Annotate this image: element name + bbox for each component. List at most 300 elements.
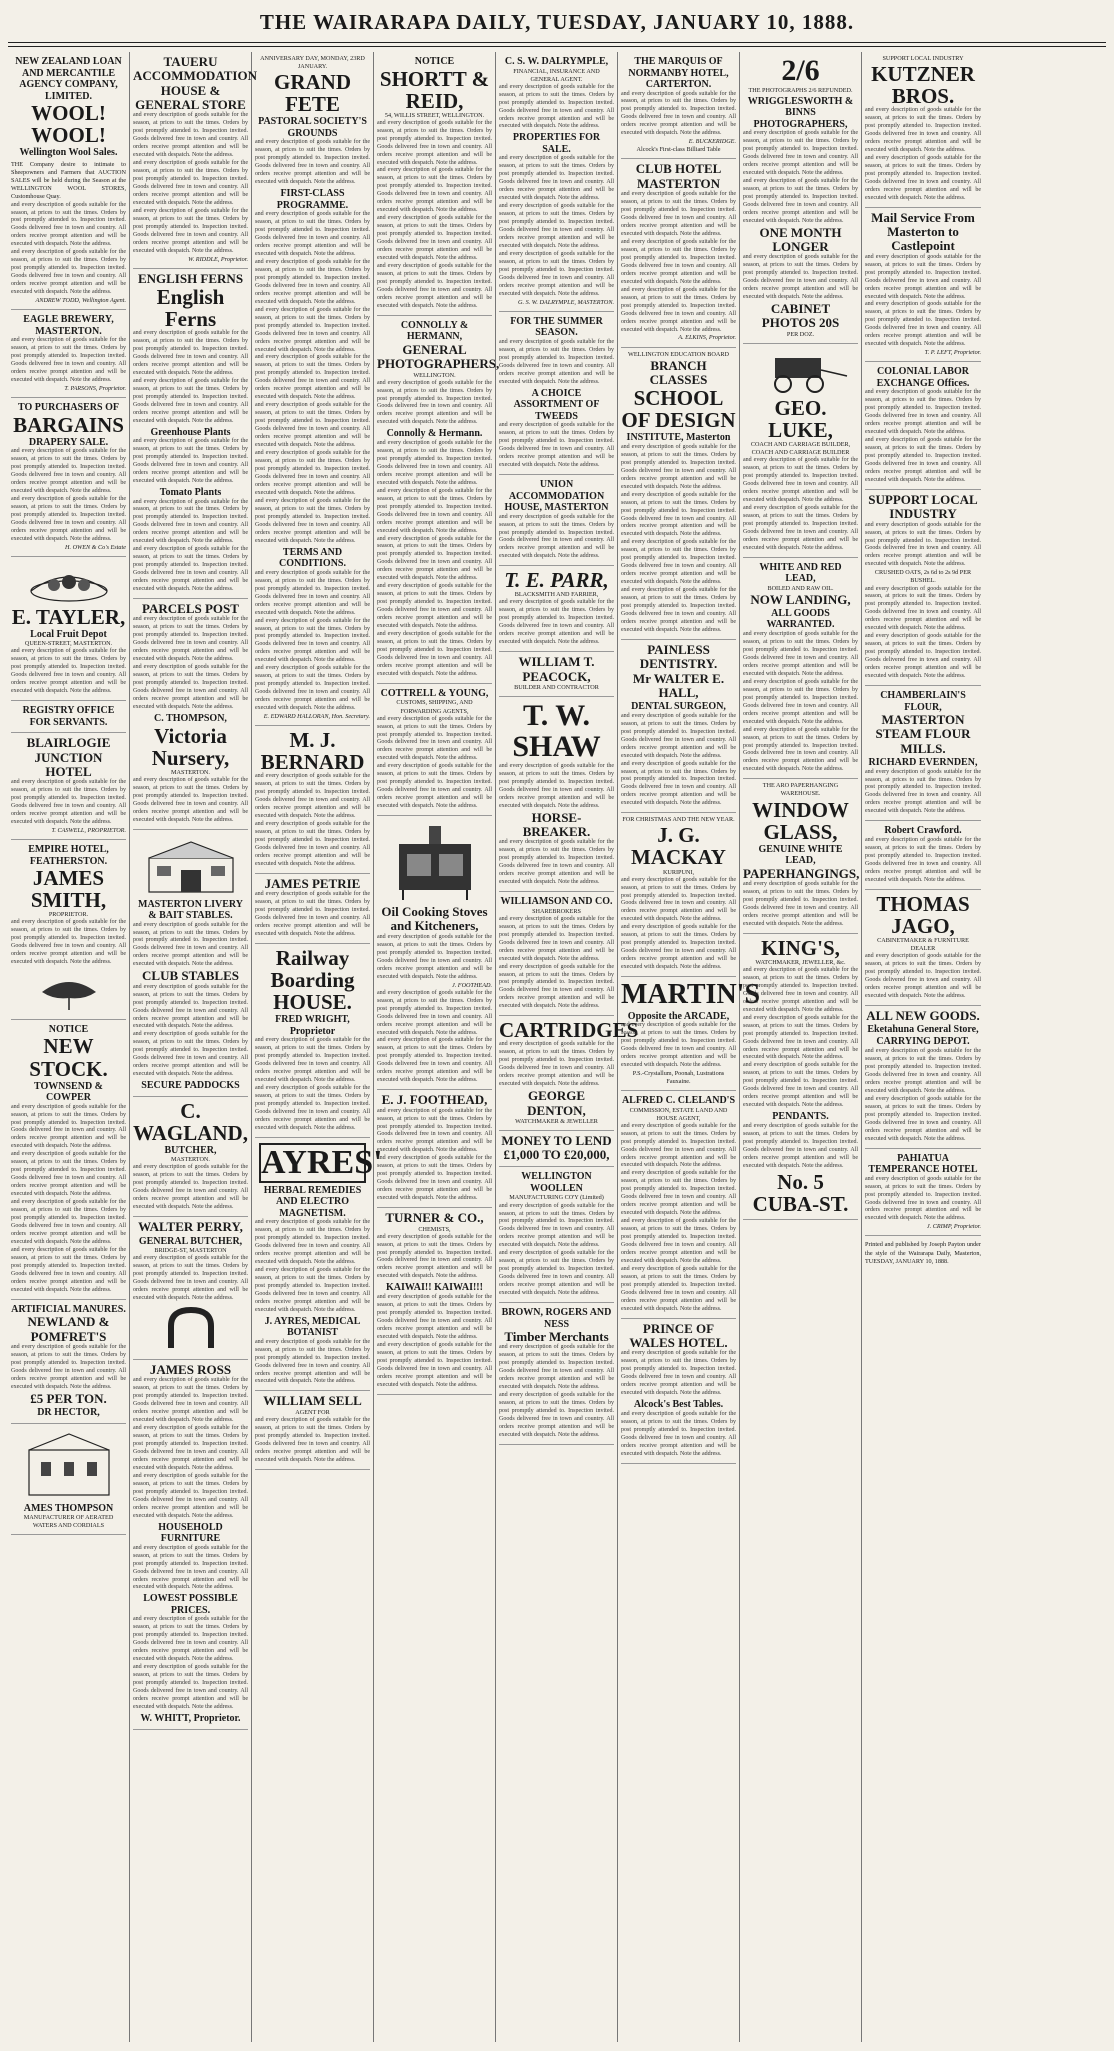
ad-filler: and every description of goods suitable for the season, at prices to suit the times. Orders by post promptly attended to. Inspection invited. Goods delivered free in town and country. All orders receive prompt attention and will be executed with despatch. Note the address. [255, 450, 370, 496]
ad-wrigglesworth-binns [743, 52, 858, 344]
ad-headline: KING'S, [761, 935, 840, 960]
ad-filler: and every description of goods suitable for the season, at prices to suit the times. Orders by post promptly attended to. Inspection invited. Goods delivered free in town and country. All orders receive prompt attention and will be executed with despatch. Note the address. [255, 258, 370, 305]
ad-headline: WINDOW GLASS, [752, 797, 849, 844]
ad-subheading: BLACKSMITH AND FARRIER, [514, 591, 599, 599]
ad-filler: and every description of goods suitable for the season, at prices to suit the times. Orders by post promptly attended to. Inspection invited. Goods delivered free in town and country. All orders receive prompt attention and will be executed with despatch. Note the address. [11, 201, 126, 248]
ad-subheading: A CHOICE ASSORTMENT OF TWEEDS [513, 387, 600, 422]
ad-filler: and every description of goods suitable for the season, at prices to suit the times. Orders by post promptly attended to. Inspection invited. Goods delivered free in town and country. All orders receive prompt attention and will be executed with despatch. Note the address. [11, 1247, 126, 1293]
ad-filler: and every description of goods suitable for the season, at prices to suit the times. Orders by post promptly attended to. Inspection invited. Goods delivered free in town and country. All orders receive prompt attention and will be executed with despatch. Note the address. [255, 1037, 370, 1084]
ad-heading: Mail Service From Masterton to Castlepoint [871, 209, 975, 254]
bottling-works-illustration [19, 1430, 119, 1500]
ad-heading: ONE MONTH LONGER [759, 224, 842, 254]
ad-filler: and every description of goods suitable for the season, at prices to suit the times. Orders by post promptly attended to. Inspection invited. Goods delivered free in town and country. All orders receive prompt attention and will be executed with despatch. Note the address. [621, 191, 736, 237]
ad-filler: and every description of goods suitable for the season, at prices to suit the times. Orders by post promptly attended to. Inspection invited. Goods delivered free in town and country. All orders receive prompt attention and will be executed with despatch. Note the address. [865, 154, 981, 201]
ad-heading: TO PURCHASERS OF [18, 402, 119, 414]
ad-filler: and every description of goods suitable for the season, at prices to suit the times. Orders by post promptly attended to. Inspection invited. Goods delivered free in town and country. All orders receive prompt attention and will be executed with despatch. Note the address. [133, 1664, 248, 1711]
ad-headline: Oil Cooking Stoves and Kitcheners, [381, 904, 488, 934]
ad-railway-boarding-house [255, 944, 370, 1138]
ad-cleland [621, 1091, 736, 1319]
ad-signature: G. S. W. DALRYMPLE, MASTERTON. [518, 298, 614, 306]
ad-subheading: FINANCIAL, INSURANCE AND GENERAL AGENT. [513, 67, 600, 83]
ad-filler: and every description of goods suitable for the season, at prices to suit the times. Orders by post promptly attended to. Inspection invited. Goods delivered free in town and country. All orders receive prompt attention and will be executed with despatch. Note the address. [255, 306, 370, 353]
carriage-illustration [751, 350, 851, 394]
cooking-stove-illustration [385, 822, 485, 902]
ad-townsend-cowper [11, 1020, 126, 1300]
ad-town: MASTERTON. [171, 768, 210, 776]
ad-filler: and every description of goods suitable for the season, at prices to suit the times. Orders by post promptly attended to. Inspection invited. Goods delivered free in town and country. All orders receive prompt attention and will be executed with despatch. Note the address. [133, 377, 248, 424]
ad-filler: and every description of goods suitable for the season, at prices to suit the times. Orders by post promptly attended to. Inspection invited. Goods delivered free in town and country. All orders receive prompt attention and will be executed with despatch. Note the address. [499, 83, 614, 130]
ad-filler: and every description of goods suitable for the season, at prices to suit the times. Orders by post promptly attended to. Inspection invited. Goods delivered free in town and country. All orders receive prompt attention and will be executed with despatch. Note the address. [377, 439, 492, 486]
ad-filler: and every description of goods suitable for the season, at prices to suit the times. Orders by post promptly attended to. Inspection invited. Goods delivered free in town and country. All orders receive prompt attention and will be executed with despatch. Note the address. [255, 1416, 370, 1463]
ad-filler: and every description of goods suitable for the season, at prices to suit the times. Orders by post promptly attended to. Inspection invited. Goods delivered free in town and country. All orders receive prompt attention and will be executed with despatch. Note the address. [133, 546, 248, 593]
ad-filler: and every description of goods suitable for the season, at prices to suit the times. Orders by post promptly attended to. Inspection invited. Goods delivered free in town and country. All orders receive prompt attention and will be executed with despatch. Note the address. [743, 177, 858, 224]
ad-subheading: Connolly & Hermann. [386, 428, 483, 440]
ad-subheading: CHAMBERLAIN'S FLOUR, [880, 690, 966, 713]
ad-parr-blacksmith [499, 566, 614, 652]
ad-filler: and every description of goods suitable for the season, at prices to suit the times. Orders by post promptly attended to. Inspection invited. Goods delivered free in town and country. All orders receive prompt attention and will be executed with despatch. Note the address. [499, 155, 614, 202]
ad-filler: and every description of goods suitable for the season, at prices to suit the times. Orders by post promptly attended to. Inspection invited. Goods delivered free in town and country. All orders receive prompt attention and will be executed with despatch. Note the address. [499, 762, 614, 809]
ad-headline: GEO. LUKE, [768, 395, 833, 442]
ad-headline: E. TAYLER, [11, 604, 126, 629]
ad-filler: and every description of goods suitable for the season, at prices to suit the times. Orders by post promptly attended to. Inspection invited. Goods delivered free in town and country. All orders receive prompt attention and will be executed with despatch. Note the address. [255, 569, 370, 616]
ad-connolly-hermann [377, 316, 500, 684]
ad-victoria-nursery [133, 599, 248, 829]
ad-signature: J. CRIMP, Proprietor. [926, 1223, 981, 1231]
ad-filler: and every description of goods suitable for the season, at prices to suit the times. Orders by post promptly attended to. Inspection invited. Goods delivered free in town and country. All orders receive prompt attention and will be executed with despatch. Note the address. [377, 631, 492, 677]
column-7 [740, 52, 862, 2042]
ad-filler: and every description of goods suitable for the season, at prices to suit the times. Orders by post promptly attended to. Inspection invited. Goods delivered free in town and country. All orders receive prompt attention and will be executed with despatch. Note the address. [743, 1122, 858, 1169]
ad-shaw-horsebreaker [499, 697, 614, 892]
ad-subheading: DR HECTOR, [37, 1407, 100, 1419]
ad-blairlogie-hotel [11, 733, 126, 840]
ad-headline: NOW LANDING, [750, 591, 851, 607]
ad-subheading: AGENT FOR [295, 1408, 330, 1416]
ad-title: MASTERTON LIVERY & BAIT STABLES. [138, 898, 243, 922]
ad-subheading: LOWEST POSSIBLE PRICES. [143, 1593, 238, 1616]
ad-filler: and every description of goods suitable for the season, at prices to suit the times. Orders by post promptly attended to. Inspection invited. Goods delivered free in town and country. All orders receive prompt attention and will be executed with despatch. Note the address. [11, 495, 126, 542]
ad-support-local-industry [865, 490, 981, 686]
ad-white-lead [743, 558, 858, 780]
ad-title: ARTIFICIAL MANURES. [11, 1303, 126, 1315]
ad-filler: and every description of goods suitable for the season, at prices to suit the times. Orders by post promptly attended to. Inspection invited. Goods delivered free in town and country. All orders receive prompt attention and will be executed with despatch. Note the address. [11, 448, 126, 494]
ad-kutzner-bros [865, 52, 981, 208]
ad-subheading: Opposite the ARCADE, [627, 1010, 730, 1022]
ad-filler: and every description of goods suitable for the season, at prices to suit the times. Orders by post promptly attended to. Inspection invited. Goods delivered free in town and country. All orders receive prompt attention and will be executed with despatch. Note the address. [255, 617, 370, 664]
ad-heading: JAMES PETRIE [264, 875, 361, 891]
ad-filler: and every description of goods suitable for the season, at prices to suit the times. Orders by post promptly attended to. Inspection invited. Goods delivered free in town and country. All orders receive prompt attention and will be executed with despatch. Note the address. [133, 1425, 248, 1471]
ad-filler: and every description of goods suitable for the season, at prices to suit the times. Orders by post promptly attended to. Inspection invited. Goods delivered free in town and country. All orders receive prompt attention and will be executed with despatch. Note the address. [743, 254, 858, 301]
ad-filler: and every description of goods suitable for the season, at prices to suit the times. Orders by post promptly attended to. Inspection invited. Goods delivered free in town and country. All orders receive prompt attention and will be executed with despatch. Note the address. [621, 924, 736, 971]
ad-subheading: PAPERHANGINGS, [743, 865, 860, 881]
ad-heading: CLUB STABLES [142, 968, 239, 984]
ad-subheading: TERMS AND CONDITIONS. [279, 546, 346, 570]
ad-headline: NEW STOCK. [29, 1034, 108, 1081]
ad-william-sell [255, 1391, 370, 1469]
ad-subheading: GENERAL BUTCHER, [138, 1235, 243, 1247]
ad-filler: and every description of goods suitable for the season, at prices to suit the times. Orders by post promptly attended to. Inspection invited. Goods delivered free in town and country. All orders receive prompt attention and will be executed with despatch. Note the address. [621, 286, 736, 333]
ad-filler: and every description of goods suitable for the season, at prices to suit the times. Orders by post promptly attended to. Inspection invited. Goods delivered free in town and country. All orders receive prompt attention and will be executed with despatch. Note the address. [11, 1343, 126, 1390]
ad-filler: and every description of goods suitable for the season, at prices to suit the times. Orders by post promptly attended to. Inspection invited. Goods delivered free in town and country. All orders receive prompt attention and will be executed with despatch. Note the address. [255, 354, 370, 401]
ad-filler: and every description of goods suitable for the season, at prices to suit the times. Orders by post promptly attended to. Inspection invited. Goods delivered free in town and country. All orders receive prompt attention and will be executed with despatch. Note the address. [499, 422, 614, 469]
ad-signature: T. P. LEFT, Proprietor. [924, 349, 981, 357]
column-2 [130, 52, 257, 2042]
ad-filler: and every description of goods suitable for the season, at prices to suit the times. Orders by post promptly attended to. Inspection invited. Goods delivered free in town and country. All orders receive prompt attention and will be executed with despatch. Note the address. [743, 726, 858, 773]
ad-filler: and every description of goods suitable for the season, at prices to suit the times. Orders by post promptly attended to. Inspection invited. Goods delivered free in town and country. All orders receive prompt attention and will be executed with despatch. Note the address. [133, 1031, 248, 1078]
ad-filler: and every description of goods suitable for the season, at prices to suit the times. Orders by post promptly attended to. Inspection invited. Goods delivered free in town and country. All orders receive prompt attention and will be executed with despatch. Note the address. [743, 130, 858, 176]
ad-signature: E. EDWARD HALLORAN, Hon. Secretary. [263, 713, 370, 721]
ad-title: EMPIRE HOTEL, FEATHERSTON. [28, 844, 109, 867]
ad-subheading: Timber Merchants [504, 1329, 609, 1345]
ad-filler: and every description of goods suitable for the season, at prices to suit the times. Orders by post promptly attended to. Inspection invited. Goods delivered free in town and country. All orders receive prompt attention and will be executed with despatch. Note the address. [377, 715, 492, 762]
ad-title: TAUERU ACCOMMODATION HOUSE & GENERAL STORE [133, 54, 257, 112]
ad-money-to-lend [499, 1131, 614, 1168]
ad-martins [621, 977, 761, 1091]
ad-brown-rogers-ness [499, 1303, 614, 1445]
ad-filler: and every description of goods suitable for the season, at prices to suit the times. Orders by post promptly attended to. Inspection invited. Goods delivered free in town and country. All orders receive prompt attention and will be executed with despatch. Note the address. [621, 712, 736, 759]
ad-subheading: INSTITUTE, Masterton [626, 432, 731, 444]
ad-heading: CONNOLLY & HERMANN, [400, 319, 469, 343]
ad-headline: SCHOOL OF DESIGN [621, 386, 736, 433]
ad-heading: AMES THOMPSON [23, 1502, 114, 1514]
stables-illustration [141, 836, 241, 896]
ad-title: BLAIRLOGIE JUNCTION HOTEL [26, 735, 111, 779]
ad-signature: J. FOOTHEAD. [451, 981, 492, 989]
ad-town: WELLINGTON. [413, 371, 456, 379]
ad-robert-crawford [865, 821, 981, 889]
ad-filler: and every description of goods suitable for the season, at prices to suit the times. Orders by post promptly attended to. Inspection invited. Goods delivered free in town and country. All orders receive prompt attention and will be executed with despatch. Note the address. [499, 599, 614, 646]
ad-filler: and every description of goods suitable for the season, at prices to suit the times. Orders by post promptly attended to. Inspection invited. Goods delivered free in town and country. All orders receive prompt attention and will be executed with despatch. Note the address. [377, 215, 492, 262]
ad-filler: and every description of goods suitable for the season, at prices to suit the times. Orders by post promptly attended to. Inspection invited. Goods delivered free in town and country. All orders receive prompt attention and will be executed with despatch. Note the address. [865, 768, 981, 815]
ad-heading: COTTRELL & YOUNG, [380, 687, 489, 699]
ad-title: NOTICE [414, 56, 455, 67]
ad-headline: JAMES SMITH, [30, 866, 107, 913]
ad-filler: and every description of goods suitable for the season, at prices to suit the times. Orders by post promptly attended to. Inspection invited. Goods delivered free in town and country. All orders receive prompt attention and will be executed with despatch. Note the address. [743, 678, 858, 725]
ad-title: CLUB HOTEL MASTERTON [635, 161, 722, 191]
ad-walter-hall-dentist [621, 640, 736, 813]
ad-filler: and every description of goods suitable for the season, at prices to suit the times. Orders by post promptly attended to. Inspection invited. Goods delivered free in town and country. All orders receive prompt attention and will be executed with despatch. Note the address. [377, 1293, 492, 1340]
ad-subheading: Mr WALTER E. HALL, [632, 670, 725, 700]
ad-subheading: TOWNSEND & COWPER [34, 1080, 103, 1104]
price-list [621, 1170, 736, 1313]
ad-filler: and every description of goods suitable for the season, at prices to suit the times. Orders by post promptly attended to. Inspection invited. Goods delivered free in town and country. All orders receive prompt attention and will be executed with despatch. Note the address. [377, 933, 492, 980]
ad-cottrell-young [377, 684, 492, 816]
ad-filler: and every description of goods suitable for the season, at prices to suit the times. Orders by post promptly attended to. Inspection invited. Goods delivered free in town and country. All orders receive prompt attention and will be executed with despatch. Note the address. [865, 521, 981, 568]
ad-headline: M. J. BERNARD [260, 728, 365, 775]
ad-filler: and every description of goods suitable for the season, at prices to suit the times. Orders by post promptly attended to. Inspection invited. Goods delivered free in town and country. All orders receive prompt attention and will be executed with despatch. Note the address. [743, 880, 858, 927]
ad-subheading: COMMISSION, ESTATE LAND AND HOUSE AGENT, [629, 1106, 728, 1122]
ad-filler: and every description of goods suitable for the season, at prices to suit the times. Orders by post promptly attended to. Inspection invited. Goods delivered free in town and country. All orders receive prompt attention and will be executed with despatch. Note the address. [621, 760, 736, 807]
ad-title: EAGLE BREWERY, MASTERTON. [23, 314, 114, 337]
ad-filler: and every description of goods suitable for the season, at prices to suit the times. Orders by post promptly attended to. Inspection invited. Goods delivered free in town and country. All orders receive prompt attention and will be executed with despatch. Note the address. [499, 915, 614, 962]
ad-subheading: CHEMISTS, [418, 1225, 451, 1233]
ad-filler: and every description of goods suitable for the season, at prices to suit the times. Orders by post promptly attended to. Inspection invited. Goods delivered free in town and country. All orders receive prompt attention and will be executed with despatch. Note the address. [11, 337, 126, 384]
ad-subheading: THE PHOTOGRAPHS 2/6 REFUNDED. [748, 86, 853, 94]
ad-filler: and every description of goods suitable for the season, at prices to suit the times. Orders by post promptly attended to. Inspection invited. Goods delivered free in town and country. All orders receive prompt attention and will be executed with despatch. Note the address. [377, 1107, 492, 1154]
masthead-rule [8, 42, 1106, 47]
ad-heading: NEWLAND & POMFRET'S [27, 1314, 110, 1344]
ad-peacock-builder [499, 652, 614, 697]
imprint-text: Printed and published by Joseph Payton under the style of the Wairarapa Daily, Masterton, TUESDAY, JANUARY 10, 1888. [865, 1241, 981, 1265]
ad-filler: and every description of goods suitable for the season, at prices to suit the times. Orders by post promptly attended to. Inspection invited. Goods delivered free in town and country. All orders receive prompt attention and will be executed with despatch. Note the address. [621, 539, 736, 586]
ad-subheading: WATCHMAKER, JEWELLER, &c. [755, 958, 846, 966]
ad-filler: and every description of goods suitable for the season, at prices to suit the times. Orders by post promptly attended to. Inspection invited. Goods delivered free in town and country. All orders receive prompt attention and will be executed with despatch. Note the address. [255, 891, 370, 938]
ad-paperhanging-warehouse [743, 779, 858, 933]
ad-title: THE ARO PAPERHANGING WAREHOUSE. [762, 782, 839, 798]
ad-filler: and every description of goods suitable for the season, at prices to suit the times. Orders by post promptly attended to. Inspection invited. Goods delivered free in town and country. All orders receive prompt attention and will be executed with despatch. Note the address. [255, 497, 370, 544]
ad-subheading: BOILED AND RAW OIL. [767, 584, 834, 592]
ad-filler: and every description of goods suitable for the season, at prices to suit the times. Orders by post promptly attended to. Inspection invited. Goods delivered free in town and country. All orders receive prompt attention and will be executed with despatch. Note the address. [621, 876, 736, 923]
ad-colonial-labor [865, 362, 981, 490]
ad-headline: T. W. SHAW [512, 698, 601, 764]
ad-filler: and every description of goods suitable for the season, at prices to suit the times. Orders by post promptly attended to. Inspection invited. Goods delivered free in town and country. All orders receive prompt attention and will be executed with despatch. Note the address. [133, 776, 248, 823]
ad-signature: W. RIDDLE, Proprietor. [188, 255, 248, 263]
ad-filler: and every description of goods suitable for the season, at prices to suit the times. Orders by post promptly attended to. Inspection invited. Goods delivered free in town and country. All orders receive prompt attention and will be executed with despatch. Note the address. [133, 330, 248, 376]
ad-filler: and every description of goods suitable for the season, at prices to suit the times. Orders by post promptly attended to. Inspection invited. Goods delivered free in town and country. All orders receive prompt attention and will be executed with despatch. Note the address. [377, 1233, 492, 1280]
ad-geo-luke [743, 344, 858, 558]
ad-subheading: ALL GOODS WARRANTED. [766, 607, 835, 631]
ad-filler: and every description of goods suitable for the season, at prices to suit the times. Orders by post promptly attended to. Inspection invited. Goods delivered free in town and country. All orders receive prompt attention and will be executed with despatch. Note the address. [743, 456, 858, 503]
ad-ayres-remedies [255, 1138, 383, 1392]
ad-headline: MASTERTON STEAM FLOUR MILLS. [875, 712, 971, 756]
ad-filler: and every description of goods suitable for the season, at prices to suit the times. Orders by post promptly attended to. Inspection invited. Goods delivered free in town and country. All orders receive prompt attention and will be executed with despatch. Note the address. [255, 665, 370, 712]
ad-filler: and every description of goods suitable for the season, at prices to suit the times. Orders by post promptly attended to. Inspection invited. Goods delivered free in town and country. All orders receive prompt attention and will be executed with despatch. Note the address. [499, 1041, 614, 1088]
ad-filler: and every description of goods suitable for the season, at prices to suit the times. Orders by post promptly attended to. Inspection invited. Goods delivered free in town and country. All orders receive prompt attention and will be executed with despatch. Note the address. [865, 301, 981, 348]
ad-heading: WRIGGLESWORTH & BINNS PHOTOGRAPHERS, [747, 95, 854, 130]
ad-headline: CARTRIDGES [499, 1018, 639, 1043]
ad-title: SUPPORT LOCAL INDUSTRY [882, 55, 964, 62]
ad-owner: C. THOMPSON, [154, 713, 227, 725]
ad-bernard [255, 726, 370, 874]
ad-heading: Robert Crawford. [884, 825, 962, 837]
ad-subheading: Alcock's Best Tables. [633, 1399, 724, 1411]
ad-filler: and every description of goods suitable for the season, at prices to suit the times. Orders by post promptly attended to. Inspection invited. Goods delivered free in town and country. All orders receive prompt attention and will be executed with despatch. Note the address. [865, 389, 981, 436]
ad-prince-of-wales [621, 1319, 736, 1464]
ad-taueru-house [133, 52, 257, 269]
ad-filler: and every description of goods suitable for the season, at prices to suit the times. Orders by post promptly attended to. Inspection invited. Goods delivered free in town and country. All orders receive prompt attention and will be executed with despatch. Note the address. [133, 616, 248, 663]
ad-subheading: DENTAL SURGEON, [631, 701, 726, 713]
ad-filler: and every description of goods suitable for the season, at prices to suit the times. Orders by post promptly attended to. Inspection invited. Goods delivered free in town and country. All orders receive prompt attention and will be executed with despatch. Note the address. [377, 119, 492, 166]
ad-subheading: HERBAL REMEDIES AND ELECTRO MAGNETISM. [263, 1184, 362, 1219]
ad-subheading: Wellington Wool Sales. [19, 147, 118, 159]
ad-filler: and every description of goods suitable for the season, at prices to suit the times. Orders by post promptly attended to. Inspection invited. Goods delivered free in town and country. All orders receive prompt attention and will be executed with despatch. Note the address. [499, 338, 614, 385]
ad-subheading: KURIPUNI, [662, 868, 695, 876]
column-1 [8, 52, 130, 2042]
ad-flour-mills [865, 686, 981, 821]
ad-empire-hotel [11, 840, 126, 1020]
ad-subheading: Alcock's First-class Billiard Table [636, 146, 721, 154]
ad-filler: and every description of goods suitable for the season, at prices to suit the times. Orders by post promptly attended to. Inspection invited. Goods delivered free in town and country. All orders receive prompt attention and will be executed with despatch. Note the address. [621, 90, 736, 137]
ad-filler: and every description of goods suitable for the season, at prices to suit the times. Orders by post promptly attended to. Inspection invited. Goods delivered free in town and country. All orders receive prompt attention and will be executed with despatch. Note the address. [621, 587, 736, 634]
ad-filler: and every description of goods suitable for the season, at prices to suit the times. Orders by post promptly attended to. Inspection invited. Goods delivered free in town and country. All orders receive prompt attention and will be executed with despatch. Note the address. [865, 633, 981, 680]
ad-subheading: MANUFACTURER OF AERATED WATERS AND CORDIALS [23, 1514, 114, 1530]
ad-bargains [11, 398, 126, 557]
ad-kings-watchmaker [743, 934, 858, 1220]
ad-subheading: WATCHMAKER & JEWELLER [515, 1117, 598, 1125]
ad-subheading: HOUSEHOLD FURNITURE [158, 1521, 223, 1545]
ad-jg-mackay [621, 813, 736, 977]
ad-filler: and every description of goods suitable for the season, at prices to suit the times. Orders by post promptly attended to. Inspection invited. Goods delivered free in town and country. All orders receive prompt attention and will be executed with despatch. Note the address. [621, 238, 736, 285]
ad-heading: JAMES ROSS [149, 1361, 232, 1377]
ad-price: 2/6 [781, 54, 820, 87]
ad-filler: and every description of goods suitable for the season, at prices to suit the times. Orders by post promptly attended to. Inspection invited. Goods delivered free in town and country. All orders receive prompt attention and will be executed with despatch. Note the address. [621, 1122, 736, 1169]
ad-subheading: Local Fruit Depot [30, 628, 107, 640]
ad-filler: and every description of goods suitable for the season, at prices to suit the times. Orders by post promptly attended to. Inspection invited. Goods delivered free in town and country. All orders receive prompt attention and will be executed with despatch. Note the address. [133, 1377, 248, 1424]
ad-walter-perry [133, 1217, 248, 1360]
ad-headline: C. WAGLAND, [133, 1098, 248, 1145]
ad-heading: WILLIAM SELL [263, 1393, 362, 1409]
ad-subheading: COACH AND CARRIAGE BUILDER, COACH AND CARRIAGE BUILDER [750, 440, 851, 456]
ad-filler: and every description of goods suitable for the season, at prices to suit the times. Orders by post promptly attended to. Inspection invited. Goods delivered free in town and country. All orders receive prompt attention and will be executed with despatch. Note the address. [11, 1151, 126, 1198]
ad-filler: and every description of goods suitable for the season, at prices to suit the times. Orders by post promptly attended to. Inspection invited. Goods delivered free in town and country. All orders receive prompt attention and will be executed with despatch. Note the address. [621, 1218, 736, 1265]
ad-town: MASTERTON. [171, 1156, 210, 1164]
ad-turner-chemists [377, 1208, 492, 1394]
ad-heading: PARCELS POST [142, 601, 239, 617]
ad-signature: T. PARSONS, Proprietor. [64, 385, 126, 393]
ad-subheading: KAIWAI!! KAIWAI!!! [386, 1282, 483, 1294]
ad-heading: MONEY TO LEND [501, 1132, 612, 1148]
ad-signature: W. WHITT, Proprietor. [140, 1713, 241, 1725]
ad-subheading: SHAREBROKERS [532, 907, 581, 915]
ad-filler: and every description of goods suitable for the season, at prices to suit the times. Orders by post promptly attended to. Inspection invited. Goods delivered free in town and country. All orders receive prompt attention and will be executed with despatch. Note the address. [377, 535, 492, 582]
ad-thomas-jago [865, 890, 981, 1006]
ad-james-petrie [255, 874, 370, 944]
ad-filler: and every description of goods suitable for the season, at prices to suit the times. Orders by post promptly attended to. Inspection invited. Goods delivered free in town and country. All orders receive prompt attention and will be executed with despatch. Note the address. [377, 1037, 492, 1084]
ad-subheading: Greenhouse Plants [150, 426, 231, 438]
ad-foothead [377, 1090, 492, 1208]
ad-filler: and every description of goods suitable for the season, at prices to suit the times. Orders by post promptly attended to. Inspection invited. Goods delivered free in town and country. All orders receive prompt attention and will be executed with despatch. Note the address. [133, 983, 248, 1030]
ad-headline: T. E. PARR, [504, 568, 609, 593]
ad-filler: and every description of goods suitable for the season, at prices to suit the times. Orders by post promptly attended to. Inspection invited. Goods delivered free in town and country. All orders receive prompt attention and will be executed with despatch. Note the address. [499, 963, 614, 1010]
ad-headline: GRAND FETE [274, 70, 351, 117]
ad-title: WELLINGTON WOOLLEN [521, 1171, 592, 1194]
ad-filler: and every description of goods suitable for the season, at prices to suit the times. Orders by post promptly attended to. Inspection invited. Goods delivered free in town and country. All orders receive prompt attention and will be executed with despatch. Note the address. [743, 1014, 858, 1061]
ad-headline: GENERAL PHOTOGRAPHERS, [377, 341, 500, 372]
ad-subheading: Tomato Plants [159, 487, 222, 499]
ad-filler: and every description of goods suitable for the season, at prices to suit the times. Orders by post promptly attended to. Inspection invited. Goods delivered free in town and country. All orders receive prompt attention and will be executed with despatch. Note the address. [133, 160, 248, 206]
ad-filler: and every description of goods suitable for the season, at prices to suit the times. Orders by post promptly attended to. Inspection invited. Goods delivered free in town and country. All orders receive prompt attention and will be executed with despatch. Note the address. [865, 107, 981, 153]
ad-filler: and every description of goods suitable for the season, at prices to suit the times. Orders by post promptly attended to. Inspection invited. Goods delivered free in town and country. All orders receive prompt attention and will be executed with despatch. Note the address. [11, 648, 126, 695]
ad-heading: ALL NEW GOODS. [866, 1007, 980, 1023]
ad-filler: and every description of goods suitable for the season, at prices to suit the times. Orders by post promptly attended to. Inspection invited. Goods delivered free in town and country. All orders receive prompt attention and will be executed with despatch. Note the address. [11, 919, 126, 966]
ad-filler: and every description of goods suitable for the season, at prices to suit the times. Orders by post promptly attended to. Inspection invited. Goods delivered free in town and country. All orders receive prompt attention and will be executed with despatch. Note the address. [621, 1022, 736, 1068]
ad-subheading: PER DOZ. [786, 330, 815, 338]
ad-filler: and every description of goods suitable for the season, at prices to suit the times. Orders by post promptly attended to. Inspection invited. Goods delivered free in town and country. All orders receive prompt attention and will be executed with despatch. Note the address. [743, 630, 858, 677]
ad-union-accommodation [499, 475, 614, 566]
ad-filler: and every description of goods suitable for the season, at prices to suit the times. Orders by post promptly attended to. Inspection invited. Goods delivered free in town and country. All orders receive prompt attention and will be executed with despatch. Note the address. [865, 585, 981, 632]
ad-heading: ENGLISH FERNS [137, 270, 244, 286]
ad-filler: and every description of goods suitable for the season, at prices to suit the times. Orders by post promptly attended to. Inspection invited. Goods delivered free in town and country. All orders receive prompt attention and will be executed with despatch. Note the address. [11, 1103, 126, 1150]
ad-filler: and every description of goods suitable for the season, at prices to suit the times. Orders by post promptly attended to. Inspection invited. Goods delivered free in town and country. All orders receive prompt attention and will be executed with despatch. Note the address. [255, 211, 370, 257]
ad-filler: and every description of goods suitable for the season, at prices to suit the times. Orders by post promptly attended to. Inspection invited. Goods delivered free in town and country. All orders receive prompt attention and will be executed with despatch. Note the address. [133, 112, 248, 159]
ad-title: REGISTRY OFFICE FOR SERVANTS. [22, 705, 115, 728]
ad-heading: WILLIAMSON AND CO. [500, 896, 613, 908]
column-3 [252, 52, 383, 2042]
ad-role: PROPRIETOR. [48, 911, 89, 919]
ad-dalrymple [499, 52, 614, 312]
ad-heading: RICHARD EVERNDEN, [868, 757, 978, 769]
ad-summer-tweeds [499, 312, 614, 475]
ad-filler: and every description of goods suitable for the season, at prices to suit the times. Orders by post promptly attended to. Inspection invited. Goods delivered free in town and country. All orders receive prompt attention and will be executed with despatch. Note the address. [743, 1062, 858, 1109]
ad-filler: and every description of goods suitable for the season, at prices to suit the times. Orders by post promptly attended to. Inspection invited. Goods delivered free in town and country. All orders receive prompt attention and will be executed with despatch. Note the address. [865, 836, 981, 883]
ad-note: P.S.-Crystallum, Poonah, Lustrations Fauxaine. [632, 1069, 725, 1085]
ad-filler: and every description of goods suitable for the season, at prices to suit the times. Orders by post promptly attended to. Inspection invited. Goods delivered free in town and country. All orders receive prompt attention and will be executed with despatch. Note the address. [865, 437, 981, 484]
ad-registry-office [11, 701, 126, 733]
columns-container [8, 52, 1106, 2042]
ad-filler: and every description of goods suitable for the season, at prices to suit the times. Orders by post promptly attended to. Inspection invited. Goods delivered free in town and country. All orders receive prompt attention and will be executed with despatch. Note the address. [133, 664, 248, 711]
ad-subheading: CABINETMAKER & FURNITURE DEALER [877, 936, 969, 952]
ad-address: 54, WILLIS STREET, WELLINGTON. [384, 111, 485, 119]
ad-heading: E. J. FOOTHEAD, [381, 1092, 488, 1108]
ad-subheading: CARRYING DEPOT. [876, 1036, 970, 1048]
fruit-basket-illustration [24, 563, 114, 603]
ad-filler: and every description of goods suitable for the season, at prices to suit the times. Orders by post promptly attended to. Inspection invited. Goods delivered free in town and country. All orders receive prompt attention and will be executed with despatch. Note the address. [255, 821, 370, 867]
ad-heading: BROWN, ROGERS AND NESS [501, 1307, 612, 1330]
ad-signature: A. ELKINS, Proprietor. [678, 334, 736, 342]
ad-title: FOR CHRISTMAS AND THE NEW YEAR. [622, 816, 735, 824]
ad-filler: and every description of goods suitable for the season, at prices to suit the times. Orders by post promptly attended to. Inspection invited. Goods delivered free in town and country. All orders receive prompt attention and will be executed with despatch. Note the address. [499, 1202, 614, 1249]
ad-signature: E. BUCKERIDGE. [688, 138, 736, 146]
ad-james-ross [133, 1360, 248, 1730]
ad-subheading: CUSTOMS, SHIPPING, AND FORWARDING AGENTS, [396, 699, 473, 715]
ad-title: ANNIVERSARY DAY, MONDAY, 23RD JANUARY. [260, 55, 365, 71]
ad-heading: GEORGE DENTON, [527, 1088, 586, 1118]
ad-heading: BRANCH CLASSES [649, 357, 708, 387]
ad-filler: and every description of goods suitable for the season, at prices to suit the times. Orders by post promptly attended to. Inspection invited. Goods delivered free in town and country. All orders receive prompt attention and will be executed with despatch. Note the address. [255, 1338, 370, 1385]
ad-filler: and every description of goods suitable for the season, at prices to suit the times. Orders by post promptly attended to. Inspection invited. Goods delivered free in town and country. All orders receive prompt attention and will be executed with despatch. Note the address. [743, 966, 858, 1013]
ad-filler: and every description of goods suitable for the season, at prices to suit the times. Orders by post promptly attended to. Inspection invited. Goods delivered free in town and country. All orders receive prompt attention and will be executed with despatch. Note the address. [11, 249, 126, 296]
ad-filler: and every description of goods suitable for the season, at prices to suit the times. Orders by post promptly attended to. Inspection invited. Goods delivered free in town and country. All orders receive prompt attention and will be executed with despatch. Note the address. [621, 443, 736, 490]
ad-filler: and every description of goods suitable for the season, at prices to suit the times. Orders by post promptly attended to. Inspection invited. Goods delivered free in town and country. All orders receive prompt attention and will be executed with despatch. Note the address. [255, 402, 370, 449]
ad-title: WELLINGTON EDUCATION BOARD [628, 350, 729, 358]
ad-signature: T. CASWELL, PROPRIETOR. [51, 826, 126, 834]
ad-address: QUEEN-STREET, MASTERTON. [24, 640, 113, 648]
ad-heading: SUPPORT LOCAL INDUSTRY [868, 491, 978, 522]
ad-filler: and every description of goods suitable for the season, at prices to suit the times. Orders by post promptly attended to. Inspection invited. Goods delivered free in town and country. All orders receive prompt attention and will be executed with despatch. Note the address. [621, 1410, 736, 1457]
ad-subheading: Eketahuna General Store, [867, 1023, 979, 1035]
ad-filler: and every description of goods suitable for the season, at prices to suit the times. Orders by post promptly attended to. Inspection invited. Goods delivered free in town and country. All orders receive prompt attention and will be executed with despatch. Note the address. [133, 1255, 248, 1301]
ad-heading: WALTER PERRY, [138, 1219, 243, 1235]
ad-headline: KUTZNER BROS. [871, 62, 975, 109]
ad-filler: and every description of goods suitable for the season, at prices to suit the times. Orders by post promptly attended to. Inspection invited. Goods delivered free in town and country. All orders receive prompt attention and will be executed with despatch. Note the address. [133, 1472, 248, 1519]
ad-subheading: HORSE-BREAKER. [522, 809, 591, 840]
ad-filler: and every description of goods suitable for the season, at prices to suit the times. Orders by post promptly attended to. Inspection invited. Goods delivered free in town and country. All orders receive prompt attention and will be executed with despatch. Note the address. [133, 498, 248, 545]
ad-filler: and every description of goods suitable for the season, at prices to suit the times. Orders by post promptly attended to. Inspection invited. Goods delivered free in town and country. All orders receive prompt attention and will be executed with despatch. Note the address. [865, 1175, 981, 1222]
ad-filler: and every description of goods suitable for the season, at prices to suit the times. Orders by post promptly attended to. Inspection invited. Goods delivered free in town and country. All orders receive prompt attention and will be executed with despatch. Note the address. [133, 207, 248, 254]
ad-headline: Victoria Nursery, [151, 723, 230, 770]
ad-filler: and every description of goods suitable for the season, at prices to suit the times. Orders by post promptly attended to. Inspection invited. Goods delivered free in town and country. All orders receive prompt attention and will be executed with despatch. Note the address. [377, 583, 492, 630]
column-8 [862, 52, 984, 2042]
ad-filler: and every description of goods suitable for the season, at prices to suit the times. Orders by post promptly attended to. Inspection invited. Goods delivered free in town and country. All orders receive prompt attention and will be executed with despatch. Note the address. [499, 1392, 614, 1439]
ad-tayler-fruit [11, 557, 126, 701]
ad-heading: ALFRED C. CLELAND'S [621, 1095, 736, 1107]
ad-filler: and every description of goods suitable for the season, at prices to suit the times. Orders by post promptly attended to. Inspection invited. Goods delivered free in town and country. All orders receive prompt attention and will be executed with despatch. Note the address. [865, 1095, 981, 1142]
ad-filler: and every description of goods suitable for the season, at prices to suit the times. Orders by post promptly attended to. Inspection invited. Goods delivered free in town and country. All orders receive prompt attention and will be executed with despatch. Note the address. [499, 839, 614, 886]
ad-headline: MARTIN'S [621, 979, 761, 1011]
ad-wagland-butcher [133, 1097, 248, 1217]
ad-filler: and every description of goods suitable for the season, at prices to suit the times. Orders by post promptly attended to. Inspection invited. Goods delivered free in town and country. All orders receive prompt attention and will be executed with despatch. Note the address. [255, 1085, 370, 1131]
ad-title: COLONIAL LABOR EXCHANGE Offices. [876, 366, 970, 389]
ad-marquis-normanby [621, 52, 736, 159]
ad-george-denton [499, 1016, 639, 1131]
ad-headline: WOOL! WOOL! [31, 101, 106, 148]
ad-filler: and every description of goods suitable for the season, at prices to suit the times. Orders by post promptly attended to. Inspection invited. Goods delivered free in town and country. All orders receive prompt attention and will be executed with despatch. Note the address. [11, 779, 126, 825]
ad-filler: and every description of goods suitable for the season, at prices to suit the times. Orders by post promptly attended to. Inspection invited. Goods delivered free in town and country. All orders receive prompt attention and will be executed with despatch. Note the address. [499, 203, 614, 250]
ad-filler: and every description of goods suitable for the season, at prices to suit the times. Orders by post promptly attended to. Inspection invited. Goods delivered free in town and country. All orders receive prompt attention and will be executed with despatch. Note the address. [377, 487, 492, 534]
ad-ames-thompson [11, 1424, 126, 1536]
ad-filler: and every description of goods suitable for the season, at prices to suit the times. Orders by post promptly attended to. Inspection invited. Goods delivered free in town and country. All orders receive prompt attention and will be executed with despatch. Note the address. [621, 1350, 736, 1397]
ad-headline: SHORTT & REID, [379, 66, 490, 113]
ad-filler: and every description of goods suitable for the season, at prices to suit the times. Orders by post promptly attended to. Inspection invited. Goods delivered free in town and country. All orders receive prompt attention and will be executed with despatch. Note the address. [133, 438, 248, 485]
